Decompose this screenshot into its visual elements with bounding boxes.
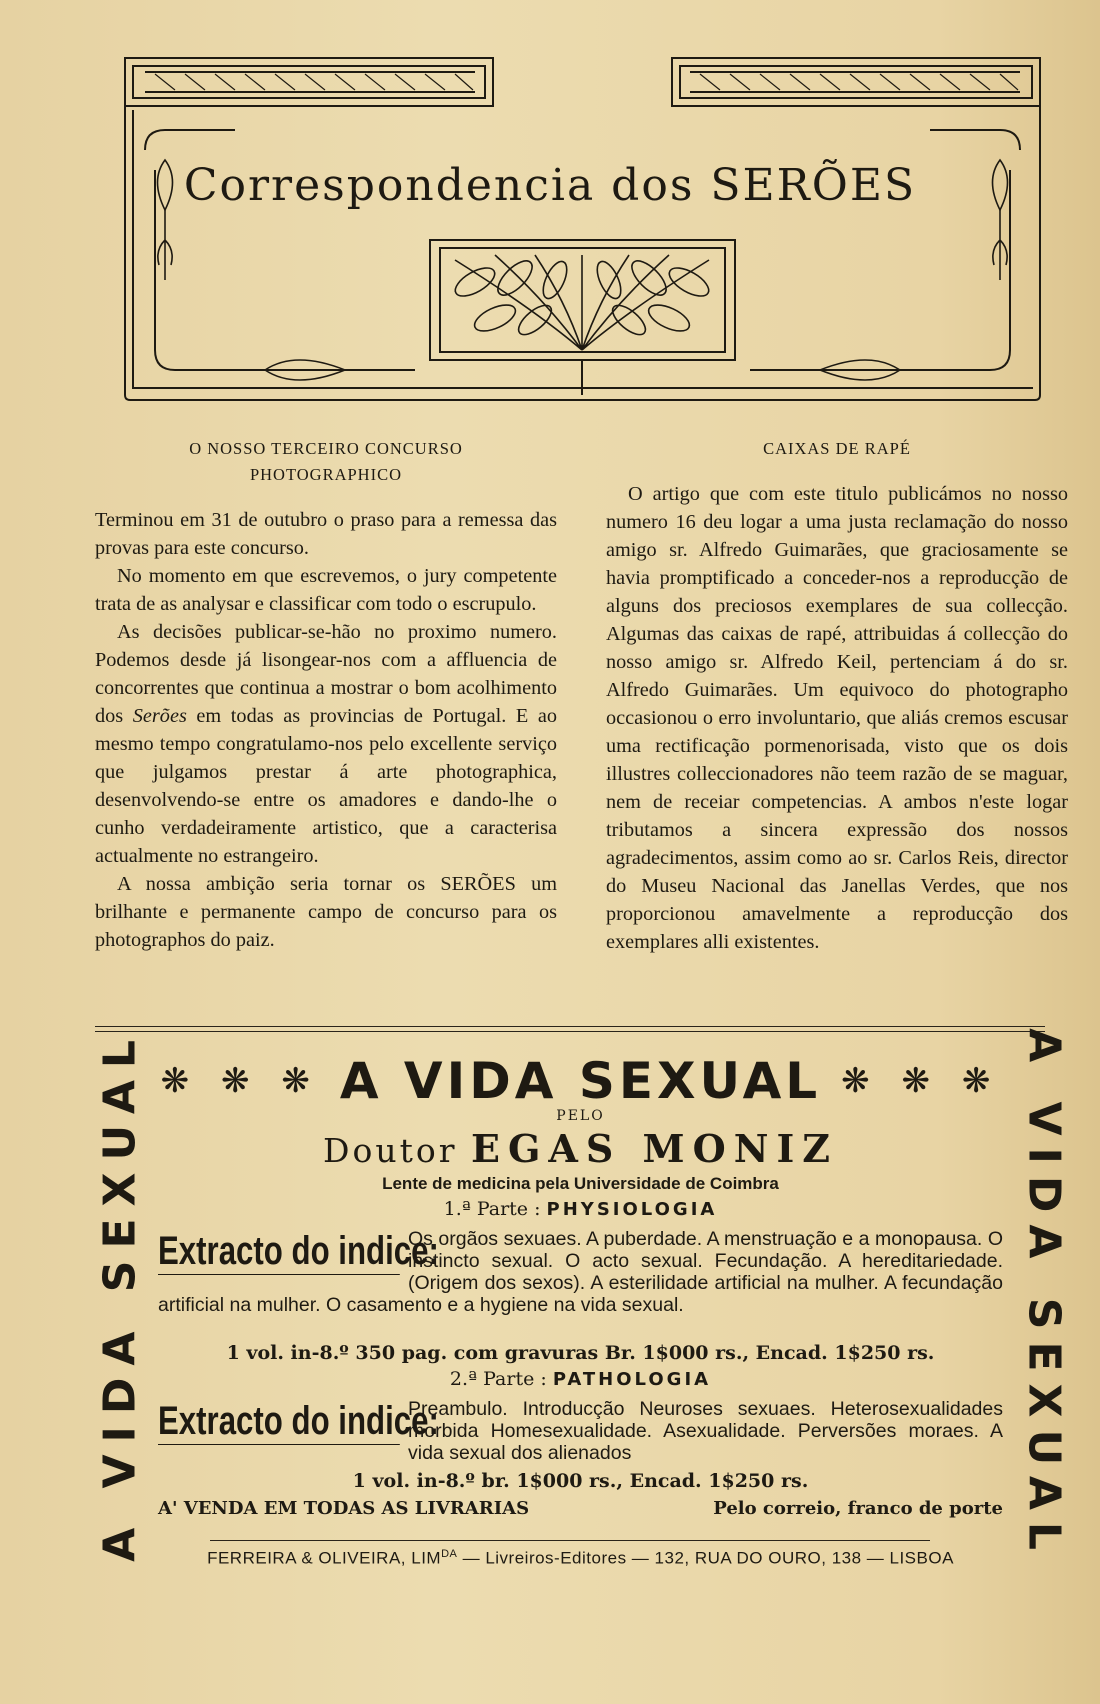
ad-venda: A' VENDA EM TODAS AS LIVRARIAS bbox=[158, 1498, 530, 1519]
star-ornament-icon: ❋ ❋ ❋ bbox=[160, 1061, 320, 1101]
footer-rule bbox=[210, 1540, 930, 1541]
ad-part-2 bbox=[158, 1368, 1003, 1390]
part2-name: PATHOLOGIA bbox=[552, 1369, 712, 1390]
page-title: Correspondencia dos SERÕES bbox=[183, 160, 917, 211]
divider-rule bbox=[95, 1026, 1045, 1027]
ad-pelo: PELO bbox=[556, 1108, 605, 1124]
ad-title-row bbox=[158, 1052, 1003, 1110]
index-text-2: Preambulo. Introducção Neuroses sexuaes. Heterosexualidades morbida Homesexualidade. Asexualidade. Perversões moraes. A vida sexual dos alienados bbox=[408, 1398, 1003, 1464]
side-banner-left bbox=[88, 1028, 152, 1562]
side-text-left: A VIDA SEXUAL bbox=[94, 1028, 146, 1562]
left-p3-after: em todas as provincias de Portugal. E ao mesmo tempo congratulamo-nos pelo excellente serviço que julgamos prestar á arte photographica, desenvolvendo-se entre os amadores e dando-lhe o cunho verdadeiramente artistico, que a caracterisa actualmente no estrangeiro. bbox=[95, 705, 557, 867]
left-article-heading bbox=[95, 436, 557, 488]
index-label-2: Extracto do indice: bbox=[158, 1399, 439, 1443]
author-prefix: Doutor bbox=[323, 1131, 458, 1170]
publisher-name: FERREIRA & OLIVEIRA, LIM bbox=[207, 1548, 442, 1568]
ad-price-1: 1 vol. in-8.º 350 pag. com gravuras Br. 1$000 rs., Encad. 1$250 rs. bbox=[226, 1342, 935, 1364]
right-article bbox=[606, 430, 1068, 956]
publisher-sup: DA bbox=[441, 1548, 458, 1560]
part1-label: 1.ª Parte : bbox=[443, 1198, 541, 1220]
left-p3-italic: Serões bbox=[132, 705, 187, 727]
left-paragraph-4: A nossa ambição seria tornar os SERÕES um brilhante e permanente campo de concurso para os photographos do paiz. bbox=[95, 873, 557, 951]
left-paragraph-2: No momento em que escrevemos, o jury competente trata de as analysar e classificar com todo o escrupulo. bbox=[95, 565, 557, 615]
ad-correio: Pelo correio, franco de porte bbox=[713, 1498, 1003, 1519]
ad-sale-line bbox=[158, 1498, 1003, 1519]
ad-index-2 bbox=[158, 1398, 1003, 1464]
index-text-1: Os orgãos sexuaes. A puberdade. A menstruação e a monopausa. O instincto sexual. O acto sexual. Fecundação. A hereditariedade. (Origem dos sexos). A esterilidade artificial na mulher. A fecundação artificial na mulher. O casamento e a hygiene na vida sexual. bbox=[158, 1228, 1003, 1316]
side-text-right: A VIDA SEXUAL bbox=[1018, 1028, 1070, 1562]
ad-author bbox=[158, 1126, 1003, 1171]
left-heading-line2: PHOTOGRAPHICO bbox=[249, 465, 403, 484]
right-article-heading: CAIXAS DE RAPÉ bbox=[763, 439, 911, 458]
ad-price-2: 1 vol. in-8.º br. 1$000 rs., Encad. 1$250 rs. bbox=[352, 1470, 809, 1492]
ad-author-title: Lente de medicina pela Universidade de Coimbra bbox=[382, 1174, 779, 1193]
left-paragraph-3 bbox=[95, 618, 557, 870]
author-name: EGAS MONIZ bbox=[470, 1126, 838, 1171]
left-paragraph-1: Terminou em 31 de outubro o praso para a remessa das provas para este concurso. bbox=[95, 509, 557, 559]
star-ornament-icon: ❋ ❋ ❋ bbox=[841, 1061, 1001, 1101]
left-article bbox=[95, 430, 557, 954]
index-label-1: Extracto do indice: bbox=[158, 1229, 439, 1273]
ad-title: A VIDA SEXUAL bbox=[339, 1052, 822, 1110]
publisher-address: — Livreiros-Editores — 132, RUA DO OURO, 138 — LISBOA bbox=[457, 1548, 954, 1568]
right-paragraph-1: O artigo que com este titulo publicámos no nosso numero 16 deu logar a uma justa reclamação do nosso amigo sr. Alfredo Guimarães, que graciosamente se havia promptificado a conceder-nos a reproducção de alguns dos preciosos exemplares de sua collecção. Algumas das caixas de rapé, attribuidas á collecção do nosso amigo sr. Alfredo Keil, pertenciam á do sr. Alfredo Guimarães. Um equivoco do photographo occasionou o erro involuntario, que aliás cremos escusar uma rectificação pormenorisada, visto que os dois illustres colleccionadores não teem razão de se maguar, nem de receiar competencias. A ambos n'este logar tributamos a sincera expressão dos nossos agradecimentos, assim como ao sr. Carlos Reis, director do Museu Nacional das Janellas Verdes, que nos proporcionou amavelmente a reproducção dos exemplares alli existentes. bbox=[606, 483, 1068, 953]
part2-label: 2.ª Parte : bbox=[449, 1368, 547, 1390]
ad-part-1 bbox=[158, 1198, 1003, 1220]
header-ornament bbox=[115, 50, 1050, 410]
left-p3-before: As decisões publicar-se-hão no proximo numero. Podemos desde já lisongear-nos com a affluencia de concorrentes que continua a mostrar o bom acolhimento dos bbox=[95, 621, 557, 727]
divider-rule bbox=[95, 1031, 1045, 1032]
publisher-footer bbox=[158, 1548, 1003, 1569]
part1-name: PHYSIOLOGIA bbox=[546, 1199, 718, 1220]
left-heading-line1: O NOSSO TERCEIRO CONCURSO bbox=[189, 439, 463, 458]
ad-index-1 bbox=[158, 1228, 1003, 1316]
side-banner-right bbox=[1012, 1028, 1076, 1562]
